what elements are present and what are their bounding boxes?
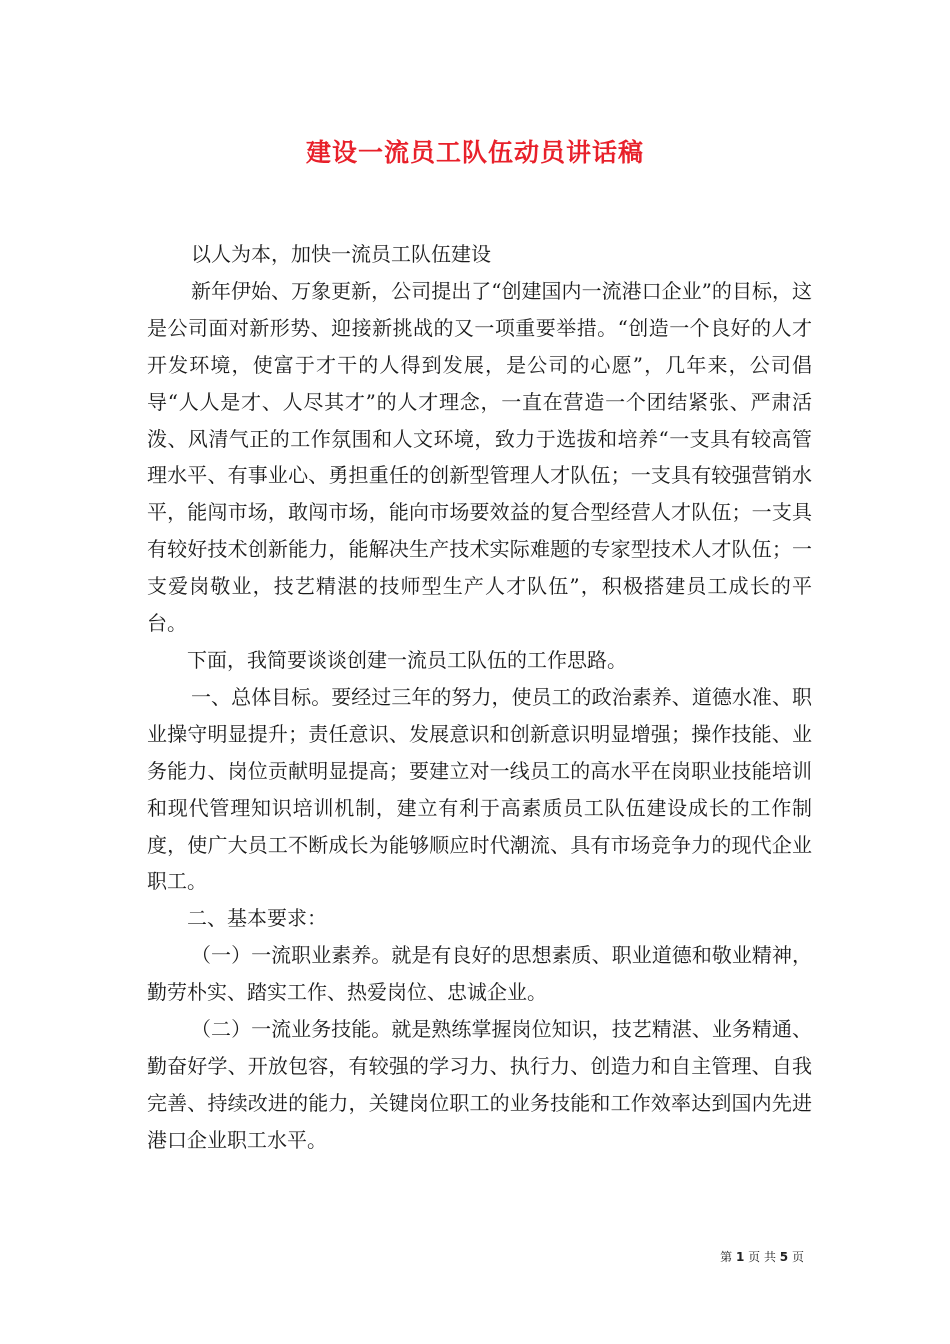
paragraph-overall-goal: 一、总体目标。要经过三年的努力，使员工的政治素养、道德水准、职业操守明显提升；责任意识、发展意识和创新意识明显增强；操作技能、业务能力、岗位贡献明显提高；要建立对一线员工的高水平在岗职业技能培训和现代管理知识培训机制，建立有利于高素质员工队伍建设成长的工作制度，使广大员工不断成长为能够顺应时代潮流、具有市场竞争力的现代企业职工。 xyxy=(147,684,812,894)
footer-current-page: 1 xyxy=(735,1250,745,1264)
footer-prefix: 第 xyxy=(720,1250,733,1264)
paragraph-subtitle: 以人为本，加快一流员工队伍建设 xyxy=(191,242,491,266)
paragraph-basic-requirements: 二、基本要求： xyxy=(187,906,327,931)
paragraph-professional-quality: （一）一流职业素养。就是有良好的思想素质、职业道德和敬业精神，勤劳朴实、踏实工作、热爱岗位、忠诚企业。 xyxy=(147,943,812,1005)
footer-suffix: 页 xyxy=(791,1250,804,1264)
paragraph-business-skills: （二）一流业务技能。就是熟练掌握岗位知识，技艺精湛、业务精通、勤奋好学、开放包容，有较强的学习力、执行力、创造力和自主管理、自我完善、持续改进的能力，关键岗位职工的业务技能和工作效率达到国内先进港口企业职工水平。 xyxy=(147,1017,812,1152)
page-title: 建设一流员工队伍动员讲话稿 xyxy=(305,138,644,167)
paragraph-intro: 新年伊始、万象更新，公司提出了“创建国内一流港口企业”的目标，这是公司面对新形势、迎接新挑战的又一项重要举措。“创造一个良好的人才开发环境，使富于才干的人得到发展，是公司的心愿”，几年来，公司倡导“人人是才、人尽其才”的人才理念，一直在营造一个团结紧张、严肃活泼、风清气正的工作氛围和人文环境，致力于选拔和培养“一支具有较高管理水平、有事业心、勇担重任的创新型管理人才队伍；一支具有较强营销水平，能闯市场，敢闯市场，能向市场要效益的复合型经营人才队伍；一支具有较好技术创新能力，能解决生产技术实际难题的专家型技术人才队伍；一支爱岗敬业，技艺精湛的技师型生产人才队伍”，积极搭建员工成长的平台。 xyxy=(147,278,812,636)
document-body xyxy=(147,236,812,1159)
page-footer xyxy=(720,1248,804,1265)
footer-total-pages: 5 xyxy=(779,1250,789,1264)
paragraph-transition: 下面，我简要谈谈创建一流员工队伍的工作思路。 xyxy=(187,647,627,672)
footer-middle: 页 共 xyxy=(748,1250,776,1264)
